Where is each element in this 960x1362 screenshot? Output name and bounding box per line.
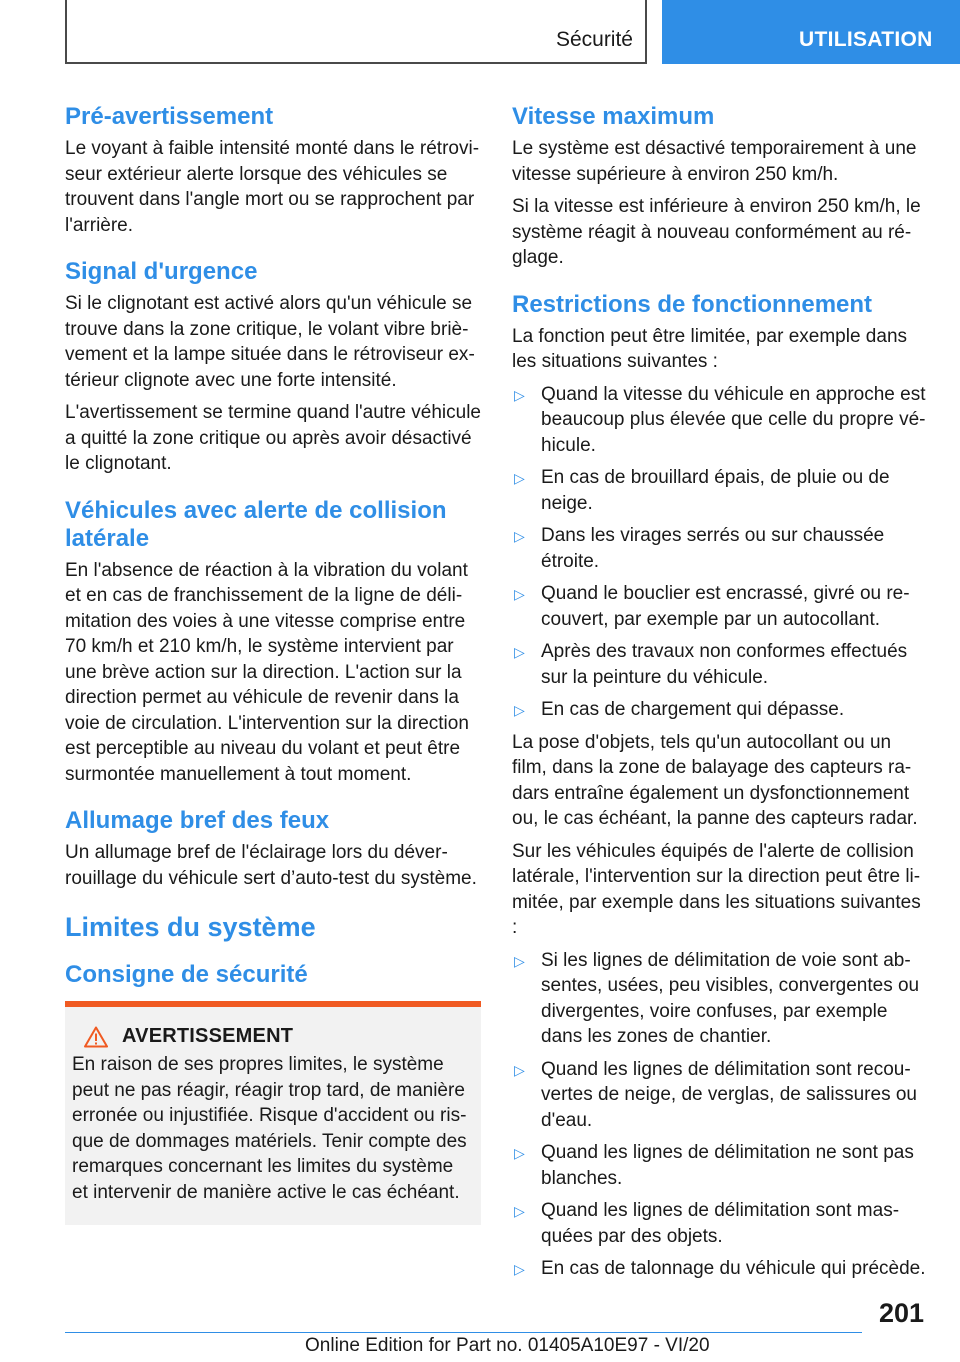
triangle-right-icon: ▷ — [514, 644, 525, 660]
header-section-tab — [65, 0, 647, 64]
list-item: ▷ Quand les lignes de délimitation ne sont pas blanches. — [514, 1142, 914, 1189]
triangle-right-icon: ▷ — [514, 470, 525, 486]
triangle-right-icon: ▷ — [514, 702, 525, 718]
triangle-right-icon: ▷ — [514, 1145, 525, 1161]
warning-triangle-icon — [84, 1026, 108, 1048]
right-column — [512, 103, 930, 1302]
list-item: ▷ En cas de brouillard épais, de pluie ou de neige. — [514, 467, 890, 514]
paragraph: Le voyant à faible intensité monté dans le rétroviseur extérieur alerte lorsque des véhicules se trouvent dans l'angle mort ou se rapprochent par l'arrière. — [65, 138, 480, 236]
paragraph: Le système est désactivé temporairement à une vitesse supérieure à environ 250 km/h. — [512, 138, 917, 185]
page-number: 201 — [878, 1298, 924, 1328]
warning-label: AVERTISSEMENT — [122, 1025, 294, 1047]
steering-limits-list — [512, 948, 930, 1282]
paragraph: Si la vitesse est inférieure à environ 250 km/h, le système réagit à nouveau conformément au réglage. — [512, 196, 921, 268]
heading-vitesse-maximum: Vitesse maximum — [512, 103, 715, 130]
list-item: ▷ Quand la vitesse du véhicule en approche est beaucoup plus élevée que celle du propre véhicule. — [514, 383, 926, 456]
paragraph: En l'absence de réaction à la vibration du volant et en cas de franchissement de la ligne de délimitation des voies à une vitesse comprise entre 70 km/h et 210 km/h, le système intervient par une brève action sur la direction. L'action sur la direction permet au véhicule de revenir dans la voie de circulation. L'intervention sur la direction est perceptible au niveau du volant et peut être surmontée manuellement à tout moment. — [65, 559, 469, 785]
heading-allumage: Allumage bref des feux — [65, 807, 330, 834]
restrictions-list — [512, 382, 930, 723]
list-item: ▷ Quand le bouclier est encrassé, givré ou recouvert, par exemple par un autocollant. — [514, 583, 910, 630]
heading-vehicules-collision: Véhicules avec alerte de collision latérale — [65, 496, 447, 552]
heading-restrictions: Restrictions de fonctionnement — [512, 290, 873, 318]
footer-divider — [65, 1332, 862, 1333]
heading-signal-urgence: Signal d'urgence — [65, 258, 258, 285]
header-chapter-label: UTILISATION — [799, 28, 933, 51]
heading-limites-systeme: Limites du système — [65, 912, 316, 942]
paragraph: La pose d'objets, tels qu'un autocollant ou un film, dans la zone de balayage des capteurs radars entraîne également un dysfonctionnement ou, le cas échéant, la panne des capteurs radar. — [512, 731, 918, 829]
warning-box — [65, 1001, 481, 1225]
warning-title — [72, 1025, 474, 1048]
list-item: ▷ Quand les lignes de délimitation sont masquées par des objets. — [514, 1200, 900, 1247]
warning-text: En raison de ses propres limites, le système peut ne pas réagir, réagir trop tard, de manière erronée ou injustifiée. Risque d'accident ou risque de dommages matériels. Tenir compte des remarques concernant les limites du système et intervenir de manière active le cas échéant. — [72, 1054, 467, 1203]
section-signal-urgence — [65, 258, 481, 477]
list-item: ▷ Dans les virages serrés ou sur chaussée étroite. — [514, 525, 885, 572]
header-section-label: Sécurité — [555, 28, 633, 51]
paragraph: L'avertissement se termine quand l'autre véhicule a quitté la zone critique ou après avoir désactivé le clignotant. — [65, 402, 481, 474]
section-restrictions — [512, 291, 930, 1282]
triangle-right-icon: ▷ — [514, 1061, 525, 1078]
list-item: ▷ En cas de talonnage du véhicule qui précède. — [512, 1256, 930, 1282]
triangle-right-icon: ▷ — [514, 386, 525, 403]
paragraph: Sur les véhicules équipés de l'alerte de collision latérale, l'intervention sur la direction peut être limitée, par exemple dans les situations suivantes : — [512, 840, 921, 938]
paragraph: Si le clignotant est activé alors qu'un véhicule se trouve dans la zone critique, le volant vibre brièvement et la lampe située dans le rétroviseur extérieur clignote avec une forte intensité. — [65, 293, 475, 391]
footer-edition: Online Edition for Part no. 01405A10E97 - VI/20 — [305, 1335, 710, 1356]
list-item: ▷ Quand les lignes de délimitation sont recouvertes de neige, de verglas, de salissures ou d'eau. — [514, 1058, 917, 1131]
list-item: ▷ Après des travaux non conformes effectués sur la peinture du véhicule. — [514, 641, 908, 688]
list-item: ▷ En cas de chargement qui dépasse. — [512, 697, 930, 723]
section-pre-avertissement — [65, 103, 481, 238]
heading-pre-avertissement: Pré-avertissement — [65, 103, 274, 130]
left-column — [65, 103, 481, 1225]
paragraph: La fonction peut être limitée, par exemple dans les situations suivantes : — [512, 325, 908, 372]
heading-consigne-securite: Consigne de sécurité — [65, 961, 308, 988]
triangle-right-icon: ▷ — [514, 528, 525, 544]
triangle-right-icon: ▷ — [514, 1261, 525, 1277]
section-allumage — [65, 807, 481, 891]
triangle-right-icon: ▷ — [514, 586, 525, 602]
section-vitesse-maximum — [512, 103, 930, 271]
triangle-right-icon: ▷ — [514, 1203, 525, 1219]
triangle-right-icon: ▷ — [514, 952, 525, 969]
section-vehicules-collision — [65, 497, 481, 788]
list-item: ▷ Si les lignes de délimitation de voie sont absentes, usées, peu visibles, convergentes ou divergentes, voire confuses, par exemple dans les zones de chantier. — [514, 949, 920, 1047]
header-chapter-tab — [662, 0, 960, 64]
paragraph: Un allumage bref de l'éclairage lors du déverrouillage du véhicule sert d’auto-test du système. — [65, 842, 477, 889]
